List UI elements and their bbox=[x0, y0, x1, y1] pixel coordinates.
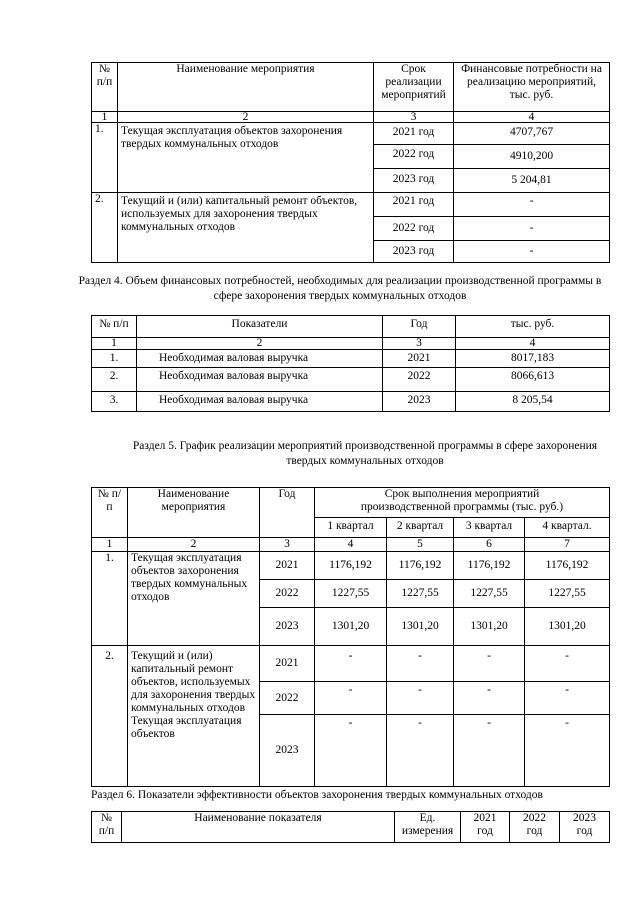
row-year: 2022 bbox=[260, 580, 315, 608]
row-quarter-value: 1176,192 bbox=[315, 552, 387, 580]
row-quarter-value: 1176,192 bbox=[454, 552, 525, 580]
row-quarter-value: - bbox=[454, 715, 525, 787]
row-quarter-value: 1227,55 bbox=[454, 580, 525, 608]
header-term: Срок реализации мероприятий bbox=[374, 63, 454, 112]
column-number: 1 bbox=[92, 538, 128, 552]
header-no: № п/п bbox=[92, 488, 128, 538]
section-6-title: Раздел 6. Показатели эффективности объектов захоронения твердых коммунальных отходов bbox=[91, 789, 543, 801]
table-row bbox=[92, 552, 610, 580]
table-row bbox=[92, 193, 610, 217]
row-year: 2021 bbox=[260, 552, 315, 580]
row-year: 2022 bbox=[260, 682, 315, 715]
row-quarter-value: - bbox=[315, 682, 387, 715]
row-year: 2021 bbox=[260, 646, 315, 682]
row-no: 2. bbox=[92, 646, 128, 787]
row-indicator: Необходимая валовая выручка bbox=[137, 392, 383, 412]
table-efficiency-indicators bbox=[91, 811, 610, 843]
header-quarter: 4 квартал. bbox=[525, 518, 610, 538]
row-value: - bbox=[454, 241, 610, 263]
column-number: 2 bbox=[137, 338, 383, 350]
header-measure-name: Наименование мероприятия bbox=[118, 63, 374, 112]
table-measures-financing bbox=[91, 62, 610, 263]
table-row bbox=[92, 392, 610, 412]
row-year: 2022 год bbox=[374, 145, 454, 169]
row-value: 4910,200 bbox=[454, 145, 610, 169]
row-year: 2023 bbox=[383, 392, 456, 412]
section-4-title: Раздел 4. Объем финансовых потребностей, необходимых для реализации производственной программы в сфере захоронения твердых коммунальных отходов bbox=[78, 275, 602, 302]
row-indicator: Необходимая валовая выручка bbox=[137, 368, 383, 392]
row-indicator: Необходимая валовая выручка bbox=[137, 350, 383, 368]
header-year: 2022 год bbox=[510, 812, 560, 843]
row-quarter-value: 1176,192 bbox=[525, 552, 610, 580]
row-quarter-value: 1227,55 bbox=[315, 580, 387, 608]
row-year: 2021 bbox=[383, 350, 456, 368]
column-number: 1 bbox=[92, 338, 137, 350]
row-quarter-value: 1301,20 bbox=[387, 608, 454, 646]
row-quarter-value: - bbox=[387, 646, 454, 682]
header-no: № п/п bbox=[92, 63, 118, 112]
table-schedule bbox=[91, 487, 610, 787]
row-quarter-value: - bbox=[387, 715, 454, 787]
row-quarter-value: 1301,20 bbox=[315, 608, 387, 646]
column-number: 3 bbox=[383, 338, 456, 350]
row-year: 2022 год bbox=[374, 217, 454, 241]
section-5-title: Раздел 5. График реализации мероприятий производственной программы в сфере захоронения твердых коммунальных отходов bbox=[132, 440, 598, 467]
column-number: 6 bbox=[454, 538, 525, 552]
row-no: 2. bbox=[92, 193, 118, 263]
header-thousand-rub: тыс. руб. bbox=[456, 316, 610, 338]
row-year: 2023 bbox=[260, 608, 315, 646]
column-number: 3 bbox=[260, 538, 315, 552]
header-quarter: 3 квартал bbox=[454, 518, 525, 538]
row-quarter-value: - bbox=[387, 682, 454, 715]
header-year: 2021 год bbox=[461, 812, 510, 843]
row-measure-name: Текущий и (или) капитальный ремонт объектов, используемых для захоронения твердых коммунальных отходов bbox=[118, 193, 374, 263]
column-number: 4 bbox=[454, 112, 610, 123]
row-measure-name: Текущий и (или) капитальный ремонт объектов, используемых для захоронения твердых коммунальных отходов Текущая эксплуатация объектов bbox=[128, 646, 260, 787]
header-year: Год bbox=[383, 316, 456, 338]
column-number: 3 bbox=[374, 112, 454, 123]
header-unit: Ед. измерения bbox=[395, 812, 461, 843]
header-year: Год bbox=[260, 488, 315, 538]
row-value: 8 205,54 bbox=[456, 392, 610, 412]
table-row bbox=[92, 646, 610, 682]
header-indicators: Показатели bbox=[137, 316, 383, 338]
row-year: 2021 год bbox=[374, 193, 454, 217]
row-quarter-value: 1301,20 bbox=[454, 608, 525, 646]
table-row bbox=[92, 368, 610, 392]
row-value: 8066,613 bbox=[456, 368, 610, 392]
header-indicator-name: Наименование показателя bbox=[122, 812, 395, 843]
row-year: 2022 bbox=[383, 368, 456, 392]
row-quarter-value: 1301,20 bbox=[525, 608, 610, 646]
row-quarter-value: - bbox=[454, 682, 525, 715]
column-number: 7 bbox=[525, 538, 610, 552]
row-value: - bbox=[454, 193, 610, 217]
header-period: Срок выполнения мероприятий производственной программы (тыс. руб.) bbox=[315, 488, 610, 518]
row-no: 1. bbox=[92, 350, 137, 368]
row-value: 4707,767 bbox=[454, 123, 610, 145]
column-number: 1 bbox=[92, 112, 118, 123]
row-year: 2021 год bbox=[374, 123, 454, 145]
header-no: № п/п bbox=[92, 316, 137, 338]
row-measure-name: Текущая эксплуатация объектов захоронения твердых коммунальных отходов bbox=[128, 552, 260, 646]
column-number: 5 bbox=[387, 538, 454, 552]
row-quarter-value: - bbox=[525, 715, 610, 787]
header-quarter: 1 квартал bbox=[315, 518, 387, 538]
column-number: 4 bbox=[456, 338, 610, 350]
row-quarter-value: - bbox=[454, 646, 525, 682]
row-no: 2. bbox=[92, 368, 137, 392]
row-quarter-value: 1227,55 bbox=[387, 580, 454, 608]
header-no: № п/п bbox=[92, 812, 122, 843]
row-quarter-value: 1176,192 bbox=[387, 552, 454, 580]
column-number: 2 bbox=[128, 538, 260, 552]
table-financial-needs bbox=[91, 315, 610, 412]
row-quarter-value: - bbox=[525, 682, 610, 715]
column-number: 2 bbox=[118, 112, 374, 123]
row-quarter-value: 1227,55 bbox=[525, 580, 610, 608]
row-value: - bbox=[454, 217, 610, 241]
header-year: 2023 год bbox=[560, 812, 610, 843]
row-no: 3. bbox=[92, 392, 137, 412]
row-year: 2023 год bbox=[374, 241, 454, 263]
table-row bbox=[92, 123, 610, 145]
row-quarter-value: - bbox=[315, 646, 387, 682]
header-measure-name: Наименование мероприятия bbox=[128, 488, 260, 538]
column-number: 4 bbox=[315, 538, 387, 552]
row-year: 2023 год bbox=[374, 169, 454, 193]
row-value: 5 204,81 bbox=[454, 169, 610, 193]
row-quarter-value: - bbox=[315, 715, 387, 787]
row-year: 2023 bbox=[260, 715, 315, 787]
row-measure-name: Текущая эксплуатация объектов захоронения твердых коммунальных отходов bbox=[118, 123, 374, 193]
row-no: 1. bbox=[92, 552, 128, 646]
row-no: 1. bbox=[92, 123, 118, 193]
row-value: 8017,183 bbox=[456, 350, 610, 368]
header-quarter: 2 квартал bbox=[387, 518, 454, 538]
header-financial-needs: Финансовые потребности на реализацию мероприятий, тыс. руб. bbox=[454, 63, 610, 112]
table-row bbox=[92, 350, 610, 368]
row-quarter-value: - bbox=[525, 646, 610, 682]
